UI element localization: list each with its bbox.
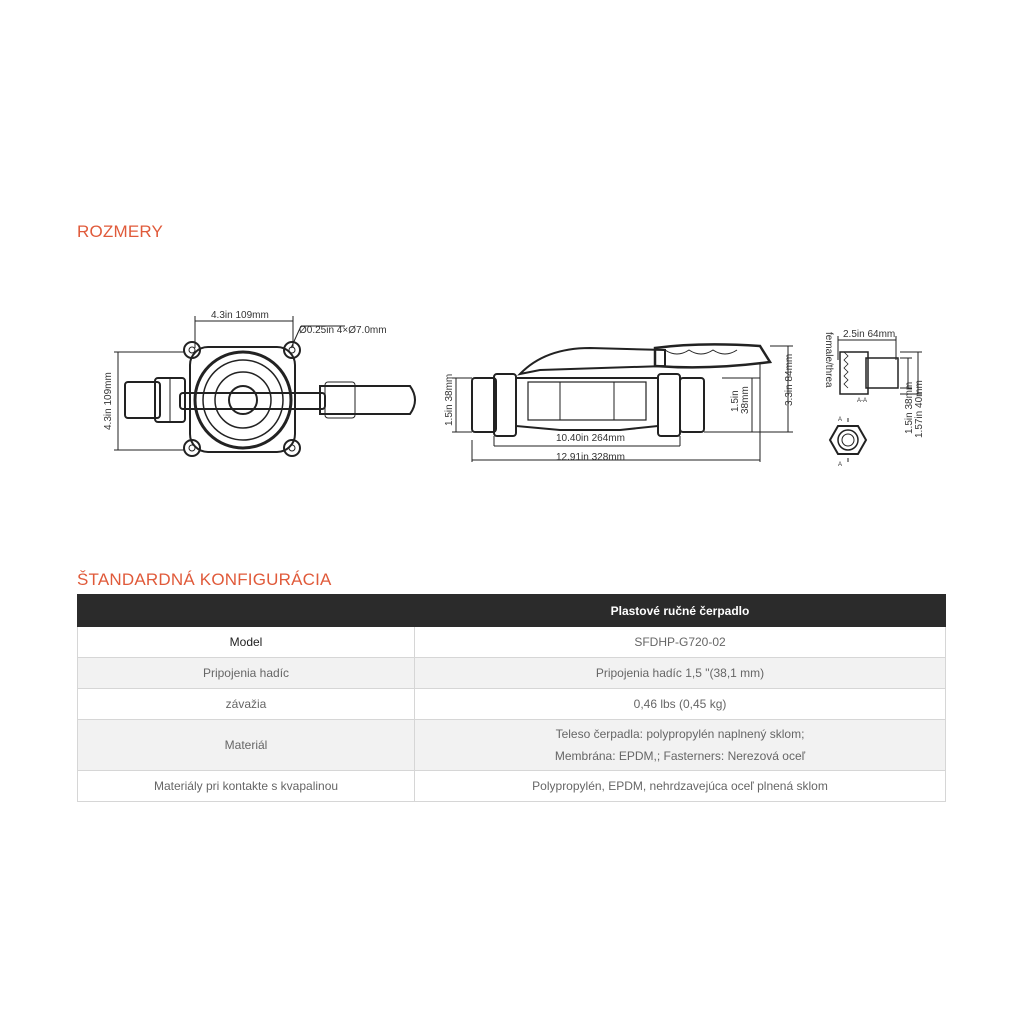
fitting-d2-label: 1.57in 40mm [914,380,925,438]
row-label: závažia [78,689,415,720]
spec-table [77,594,946,802]
row-value: Polypropylén, EPDM, nehrdzavejúca oceľ plnená sklom [415,771,946,802]
row-value-line: Membrána: EPDM,; Fasterners: Nerezová oceľ [554,749,806,763]
side-port-right-a: 1.5in [730,390,741,412]
table-header-product: Plastové ručné čerpadlo [415,595,946,627]
row-value: 0,46 lbs (0,45 kg) [415,689,946,720]
pump-top-view [114,316,415,456]
dimensions-heading: ROZMERY [77,222,164,241]
row-value: SFDHP-G720-02 [415,627,946,658]
fitting-width-label: 2.5in 64mm [843,329,896,340]
side-height-label: 3.3in 84mm [784,353,795,406]
table-row [78,720,946,771]
row-label: Model [78,627,415,658]
mark-a-top: A [838,417,843,423]
row-value: Pripojenia hadíc 1,5 "(38,1 mm) [415,658,946,689]
row-label: Materiál [78,720,415,771]
table-header-empty [78,595,415,627]
row-label: Materiály pri kontakte s kvapalinou [78,771,415,802]
table-row [78,658,946,689]
side-port-right-b: 38mm [740,386,751,414]
row-value [415,720,946,771]
table-row [78,627,946,658]
mark-a-bottom: A [838,462,843,468]
top-height-label: 4.3in 109mm [103,372,114,430]
table-row [78,771,946,802]
side-port-left-label: 1.5in 38mm [444,373,455,426]
table-row [78,689,946,720]
dimension-drawing [0,290,1024,490]
fitting-thread-label: female/threa [823,332,834,388]
table-header-row [78,595,946,627]
configuration-heading: ŠTANDARDNÁ KONFIGURÁCIA [77,570,332,589]
fitting-d1-label: 1.5in 38mm [904,381,915,434]
section-mark-label: A-A [857,398,868,404]
top-width-label: 4.3in 109mm [211,310,269,321]
row-value-line: Teleso čerpadla: polypropylén naplnený sklom; [555,727,805,741]
side-len-inner-label: 10.40in 264mm [556,433,625,444]
side-len-total-label: 12.91in 328mm [556,452,625,463]
row-label: Pripojenia hadíc [78,658,415,689]
hole-label: Ø0.25in 4×Ø7.0mm [299,325,387,336]
